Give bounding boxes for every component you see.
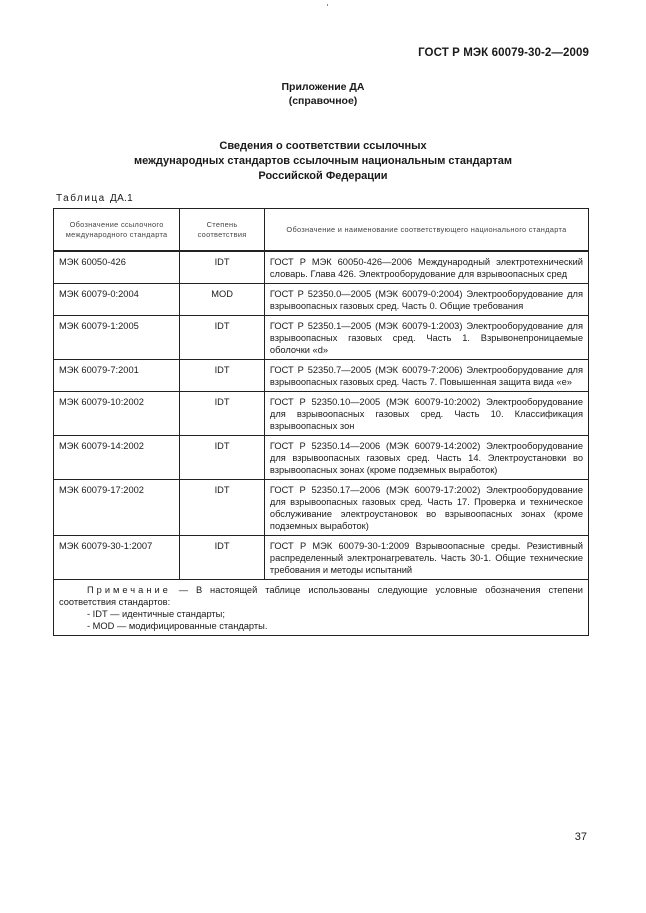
table-caption-label: Таблица (56, 193, 106, 204)
scan-speck (327, 4, 328, 6)
cell-national: ГОСТ Р 52350.7—2005 (МЭК 60079-7:2006) Электрооборудование для взрывоопасных газовых сред. Часть 7. Повышенная защита вида «е» (264, 360, 588, 392)
cell-degree: IDT (180, 436, 265, 480)
cell-national: ГОСТ Р МЭК 60079-30-1:2009 Взрывоопасные среды. Резистивный распределенный электронагреватель. Часть 30-1. Общие технические требования и методы испытаний (264, 536, 588, 580)
column-header-reference: Обозначение ссылочного международного стандарта (54, 209, 180, 252)
table-row (54, 436, 589, 480)
table-caption (56, 193, 133, 204)
column-header-degree: Степень соответствия (180, 209, 265, 252)
cell-reference: МЭК 60079-10:2002 (54, 392, 180, 436)
heading-line-3: Российской Федерации (258, 170, 388, 182)
document-code: ГОСТ Р МЭК 60079-30-2—2009 (418, 47, 589, 59)
annex-title: Приложение ДА (281, 81, 365, 93)
cell-reference: МЭК 60079-0:2004 (54, 284, 180, 316)
table-row (54, 251, 589, 284)
note-intro (59, 584, 583, 608)
note-text: — В настоящей таблице использованы следующие условные обозначения степени соответствия стандартов: (59, 585, 583, 607)
standards-table (53, 208, 589, 636)
note-label: Примечание (87, 585, 171, 595)
table-caption-number: ДА.1 (110, 193, 133, 204)
cell-reference: МЭК 60050-426 (54, 251, 180, 284)
table-note-row (54, 580, 589, 636)
table-row (54, 480, 589, 536)
cell-reference: МЭК 60079-30-1:2007 (54, 536, 180, 580)
table-row (54, 284, 589, 316)
cell-national: ГОСТ Р 52350.1—2005 (МЭК 60079-1:2003) Электрооборудование для взрывоопасных газовых сред. Часть 1. Взрывонепроницаемые оболочки «d» (264, 316, 588, 360)
cell-degree: IDT (180, 251, 265, 284)
column-header-national: Обозначение и наименование соответствующего национального стандарта (264, 209, 588, 252)
cell-degree: IDT (180, 480, 265, 536)
cell-national: ГОСТ Р МЭК 60050-426—2006 Международный электротехнический словарь. Глава 426. Электрооборудование для взрывоопасных сред (264, 251, 588, 284)
cell-degree: IDT (180, 392, 265, 436)
table-header-row (54, 209, 589, 252)
table-row (54, 392, 589, 436)
cell-degree: IDT (180, 360, 265, 392)
page-number: 37 (574, 831, 587, 843)
cell-reference: МЭК 60079-14:2002 (54, 436, 180, 480)
cell-national: ГОСТ Р 52350.17—2006 (МЭК 60079-17:2002) Электрооборудование для взрывоопасных газовых сред. Часть 17. Проверка и техническое обслуживание электроустановок во взрывоопасных зонах (кроме подземных выработок) (264, 480, 588, 536)
cell-national: ГОСТ Р 52350.0—2005 (МЭК 60079-0:2004) Электрооборудование для взрывоопасных газовых сред. Часть 0. Общие требования (264, 284, 588, 316)
heading-line-1: Сведения о соответствии ссылочных (219, 140, 427, 152)
section-heading (0, 139, 646, 184)
table-row (54, 316, 589, 360)
table-row (54, 536, 589, 580)
cell-reference: МЭК 60079-7:2001 (54, 360, 180, 392)
cell-national: ГОСТ Р 52350.10—2005 (МЭК 60079-10:2002) Электрооборудование для взрывоопасных газовых сред. Часть 10. Классификация взрывоопасных зон (264, 392, 588, 436)
annex-subtitle: (справочное) (288, 95, 358, 107)
cell-national: ГОСТ Р 52350.14—2006 (МЭК 60079-14:2002) Электрооборудование для взрывоопасных газовых сред. Часть 14. Электроустановки во взрывоопасных зонах (кроме подземных выработок) (264, 436, 588, 480)
cell-degree: IDT (180, 536, 265, 580)
note-item-idt: - IDT — идентичные стандарты; (87, 609, 225, 619)
table-note (54, 580, 589, 636)
cell-reference: МЭК 60079-1:2005 (54, 316, 180, 360)
cell-reference: МЭК 60079-17:2002 (54, 480, 180, 536)
table-row (54, 360, 589, 392)
note-item-mod: - MOD — модифицированные стандарты. (87, 621, 268, 631)
cell-degree: IDT (180, 316, 265, 360)
cell-degree: MOD (180, 284, 265, 316)
heading-line-2: международных стандартов ссылочным национальным стандартам (134, 155, 512, 167)
